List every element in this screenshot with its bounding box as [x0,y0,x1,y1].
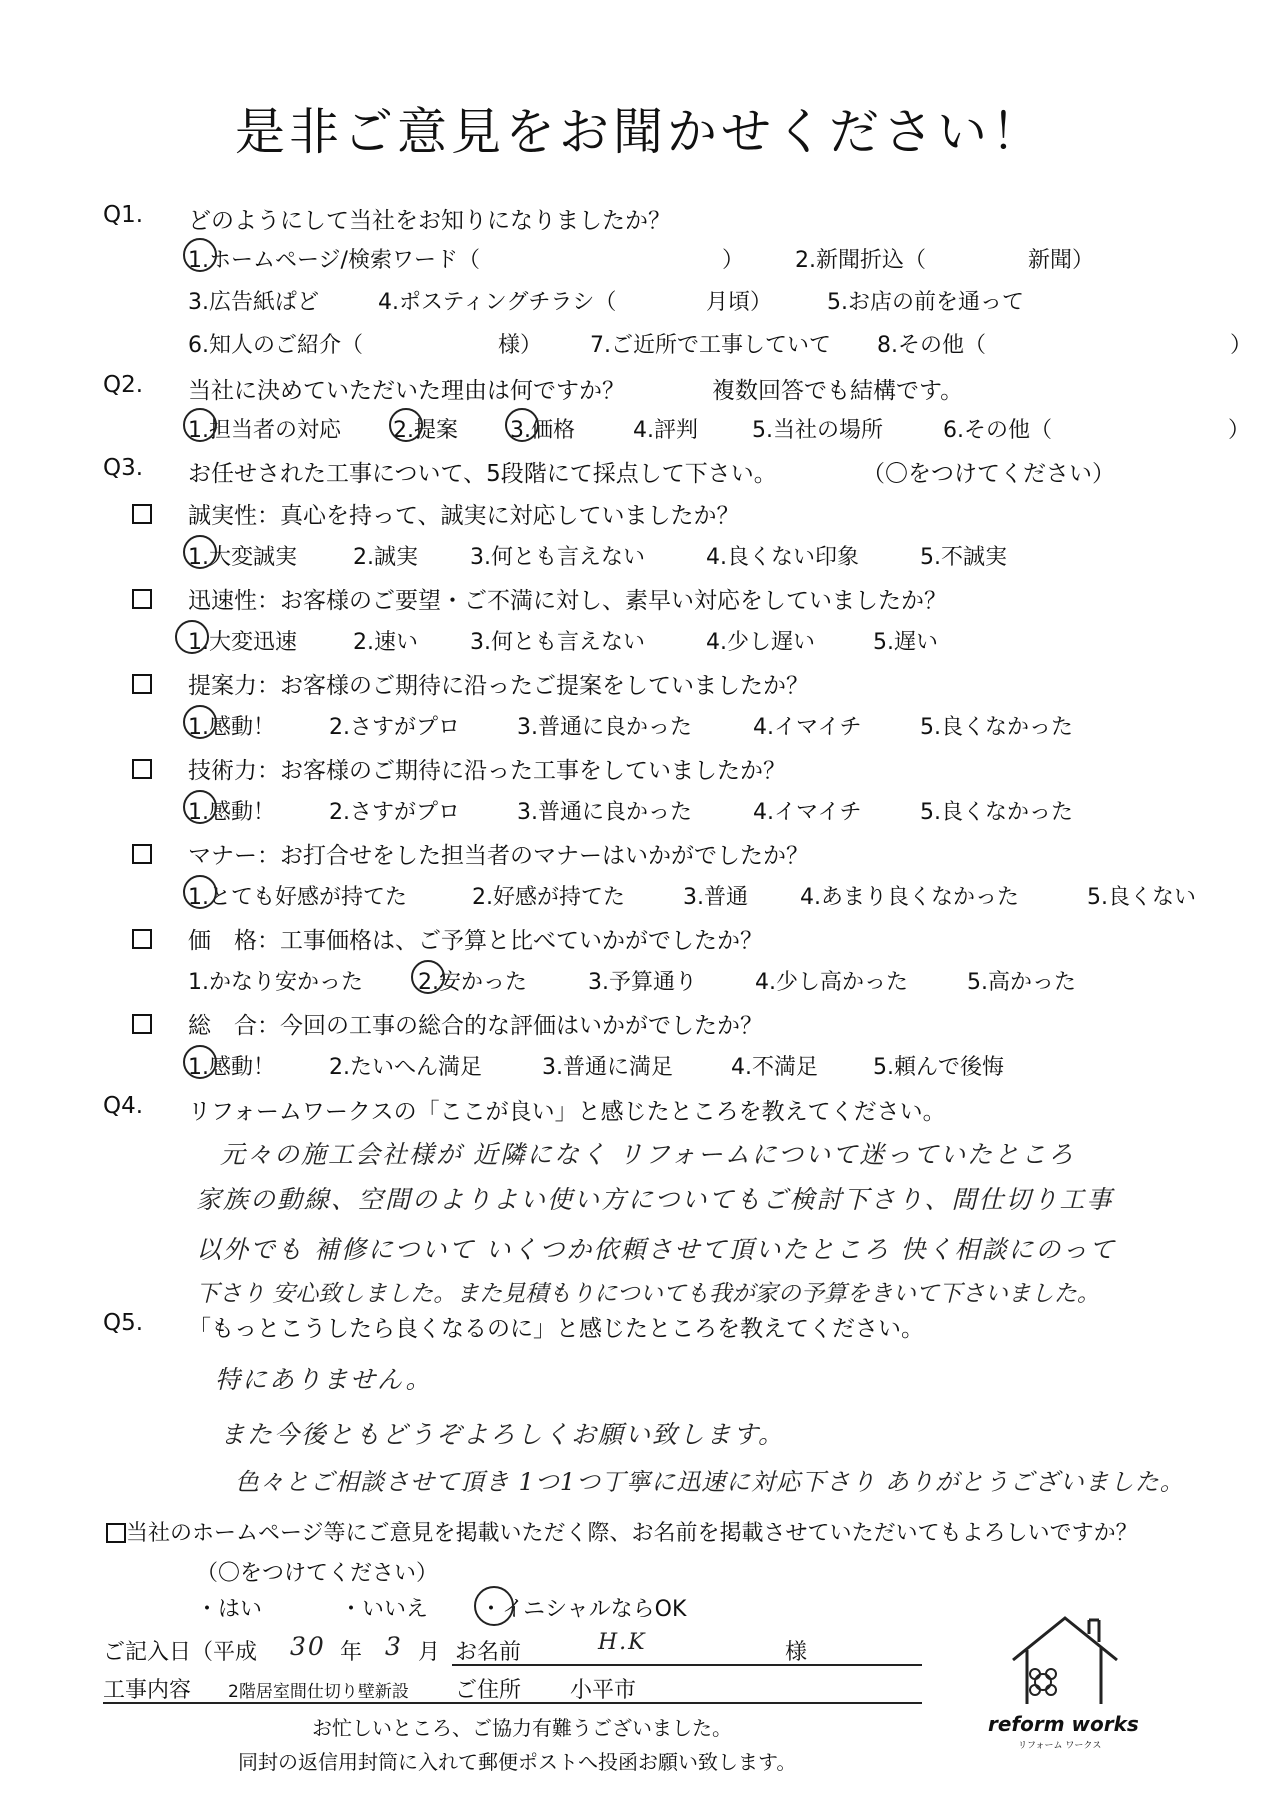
q3-item-opt: 2.安かった [418,970,527,995]
logo-wordmark: reform works [988,1712,1139,1736]
q3-item-opt: 3.普通に満足 [542,1055,673,1080]
q3-item-opt: 1.大変誠実 [188,545,297,570]
q2-opt-price: 3.価格 [510,418,575,443]
q2-opt-reputation: 4.評判 [633,418,698,443]
q3-item-question: マナー：お打合せをした担当者のマナーはいかがでしたか？ [188,843,809,869]
q1-question: どのようにして当社をお知りになりましたか？ [188,208,671,234]
answer-circle [175,620,209,654]
q5-question: 「もっとこうしたら良くなるのに」と感じたところを教えてください。 [188,1316,924,1342]
q3-item-opt: 2.好感が持てた [472,885,625,910]
q1-opt-referral: 6.知人のご紹介（ [188,333,363,358]
answer-circle [474,1586,514,1626]
checkbox[interactable] [132,1014,152,1034]
q3-item-opt: 4.良くない印象 [706,545,859,570]
q3-item-opt: 3.普通に良かった [517,715,692,740]
q2-opt-location: 5.当社の場所 [752,418,883,443]
q2-question: 当社に決めていただいた理由は何ですか？ [188,378,625,404]
q1-opt-posting: 4.ポスティングチラシ（ [378,290,617,315]
answer-circle [411,960,445,994]
checkbox[interactable] [132,759,152,779]
q3-item-opt: 4.イマイチ [753,800,862,825]
q1-opt-newspaper-close: 新聞） [1028,248,1095,273]
address-label: ご住所 [455,1678,522,1703]
q1-opt-neighborhood: 7.ご近所で工事していて [590,333,831,358]
q3-item-opt: 2.誠実 [353,545,418,570]
name-honorific: 様 [785,1640,808,1665]
q1-opt-store: 5.お店の前を通って [827,290,1024,315]
answer-circle [183,790,217,824]
q3-item-opt: 1.感動！ [188,1055,275,1080]
q3-item-opt: 1.とても好感が持てた [188,885,407,910]
work-underline [103,1702,453,1704]
q1-opt-newspaper: 2.新聞折込（ [795,248,926,273]
answer-circle [183,1045,217,1079]
q3-item-opt: 2.速い [353,630,418,655]
checkbox[interactable] [132,844,152,864]
q1-opt-ad: 3.広告紙ぱど [188,290,319,315]
q3-item-opt: 5.良くない [1087,885,1196,910]
checkbox[interactable] [106,1523,126,1543]
q3-item-opt: 4.イマイチ [753,715,862,740]
work-field[interactable]: 2階居室間仕切り壁新設 [228,1682,409,1702]
answer-circle [389,408,423,442]
q3-item-question: 総 合：今回の工事の総合的な評価はいかがでしたか？ [188,1013,763,1039]
q3-item-opt: 5.頼んで後悔 [873,1055,1004,1080]
q4-answer-line: 家族の動線、空間のよりよい使い方についてもご検討下さり、間仕切り工事 [196,1185,1114,1214]
answer-circle [505,408,539,442]
q1-opt-homepage-close: ） [722,248,745,273]
q5-answer-line: 特にありません。 [215,1365,433,1394]
date-month-unit: 月 [418,1640,441,1665]
q5-number: Q5. [103,1310,144,1336]
date-label: ご記入日（平成 [103,1640,258,1665]
name-underline [452,1664,922,1666]
q3-item-question: 価 格：工事価格は、ご予算と比べていかがでしたか？ [188,928,763,954]
consent-opt-no[interactable]: ・いいえ [340,1597,429,1622]
answer-circle [183,408,217,442]
consent-opt-initials[interactable]: ・イニシャルならOK [480,1597,687,1622]
work-label: 工事内容 [103,1678,192,1703]
q1-opt-referral-close: 様） [498,333,543,358]
q2-opt-other-close: ） [1228,418,1251,443]
consent-opt-yes[interactable]: ・はい [196,1597,263,1622]
q3-item-opt: 5.良くなかった [920,715,1073,740]
date-year[interactable]: 30 [290,1632,326,1661]
q3-item-opt: 4.少し高かった [755,970,908,995]
consent-note: （〇をつけてください） [196,1561,439,1586]
footer-instructions: 同封の返信用封筒に入れて郵便ポストへ投函お願い致します。 [238,1750,797,1774]
q1-opt-other-close: ） [1230,333,1253,358]
answer-circle [183,705,217,739]
checkbox[interactable] [132,589,152,609]
q3-item-question: 提案力：お客様のご期待に沿ったご提案をしていましたか？ [188,673,809,699]
q3-item-question: 誠実性：真心を持って、誠実に対応していましたか？ [188,503,740,529]
footer-thanks: お忙しいところ、ご協力有難うございました。 [312,1716,732,1740]
address-field[interactable]: 小平市 [570,1678,637,1703]
date-month[interactable]: 3 [385,1632,403,1661]
house-logo-icon [1005,1612,1125,1712]
consent-question: 当社のホームページ等にご意見を掲載いただく際、お名前を掲載させていただいてもよろしいですか？ [126,1521,1138,1546]
q3-item-opt: 3.何とも言えない [470,545,645,570]
q2-number: Q2. [103,372,144,398]
name-label: お名前 [455,1640,522,1665]
q3-item-opt: 5.高かった [967,970,1076,995]
q3-item-opt: 1.大変迅速 [188,630,297,655]
q3-item-question: 技術力：お客様のご期待に沿った工事をしていましたか？ [188,758,786,784]
answer-circle [183,535,217,569]
q3-question: お任せされた工事について、5段階にて採点して下さい。 [188,461,777,487]
q3-item-opt: 4.あまり良くなかった [800,885,1019,910]
q3-item-opt: 5.遅い [873,630,938,655]
q3-item-opt: 1.感動！ [188,715,275,740]
q2-opt-proposal: 2.提案 [393,418,458,443]
q3-number: Q3. [103,455,144,481]
q4-question: リフォームワークスの「ここが良い」と感じたところを教えてください。 [188,1099,946,1125]
q5-answer-line: また今後ともどうぞよろしくお願い致します。 [220,1420,786,1449]
q3-item-opt: 2.さすがプロ [329,800,460,825]
q3-item-opt: 3.普通 [683,885,748,910]
q3-item-opt: 1.感動！ [188,800,275,825]
q2-opt-staff: 1.担当者の対応 [188,418,341,443]
q4-answer-line: 元々の施工会社様が 近隣になく リフォームについて迷っていたところ [220,1140,1076,1169]
checkbox[interactable] [132,674,152,694]
answer-circle [183,238,217,272]
q3-item-opt: 5.良くなかった [920,800,1073,825]
name-field[interactable]: H.K [598,1630,647,1655]
q3-item-opt: 4.少し遅い [706,630,815,655]
checkbox[interactable] [132,929,152,949]
q4-number: Q4. [103,1093,144,1119]
q3-item-opt: 2.さすがプロ [329,715,460,740]
date-year-unit: 年 [340,1640,363,1665]
q3-note: （〇をつけてください） [862,461,1115,487]
page-title: 是非ご意見をお聞かせください！ [235,103,1045,161]
logo-subtitle: リフォーム ワークス [1018,1741,1102,1751]
address-underline [452,1702,922,1704]
q1-opt-other: 8.その他（ [877,333,986,358]
q3-item-opt: 1.かなり安かった [188,970,363,995]
q4-answer-line: 以外でも 補修について いくつか依頼させて頂いたところ 快く相談にのって [196,1235,1117,1264]
checkbox[interactable] [132,504,152,524]
q1-number: Q1. [103,202,144,228]
q3-item-opt: 3.何とも言えない [470,630,645,655]
q5-answer-line: 色々とご相談させて頂き 1つ1つ丁寧に迅速に対応下さり ありがとうございました。 [235,1468,1185,1496]
q1-opt-posting-close: 月頃） [706,290,773,315]
q3-item-question: 迅速性：お客様のご要望・ご不満に対し、素早い対応をしていましたか？ [188,588,947,614]
q2-opt-other: 6.その他（ [943,418,1052,443]
q2-note: 複数回答でも結構です。 [712,378,964,404]
q3-item-opt: 4.不満足 [731,1055,818,1080]
q3-item-opt: 5.不誠実 [920,545,1007,570]
q4-answer-line: 下さり 安心致しました。また見積もりについても我が家の予算をきいて下さいました。 [196,1281,1100,1307]
q1-opt-homepage: 1.ホームページ/検索ワード（ [188,248,480,273]
q3-item-opt: 3.予算通り [588,970,697,995]
q3-item-opt: 3.普通に良かった [517,800,692,825]
answer-circle [183,875,217,909]
q3-item-opt: 2.たいへん満足 [329,1055,482,1080]
